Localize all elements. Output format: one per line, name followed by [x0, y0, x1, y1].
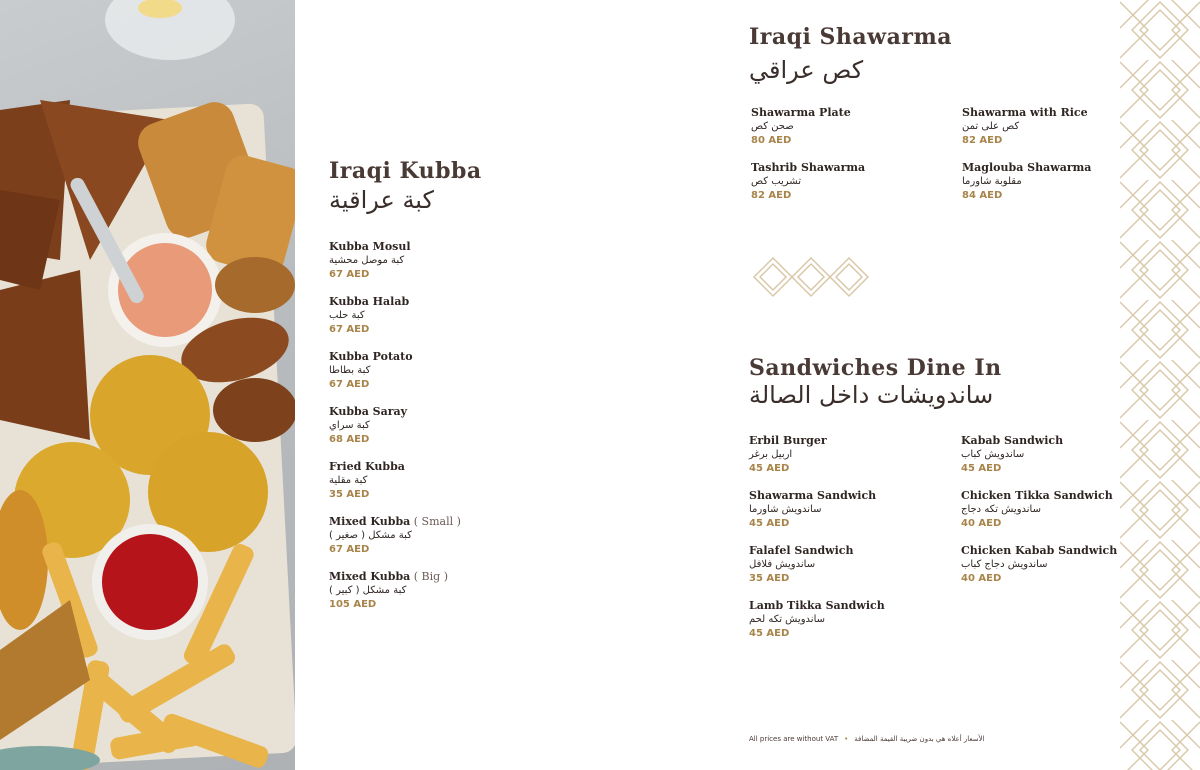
item-name: Kubba Potato: [329, 350, 413, 363]
menu-item: [751, 161, 951, 203]
shawarma-title-arabic: كص عراقي: [749, 56, 864, 84]
menu-item: [329, 240, 529, 282]
kubba-title: Iraqi Kubba: [329, 158, 482, 184]
bullet-icon: •: [844, 735, 849, 743]
item-name: Kabab Sandwich: [961, 434, 1064, 447]
item-name: Maglouba Shawarma: [962, 161, 1092, 174]
item-name: Lamb Tikka Sandwich: [749, 599, 885, 612]
item-name-arabic: اربيل برغر: [749, 449, 793, 460]
item-name-arabic: كبة مشكل ( صغير ): [329, 530, 412, 541]
item-price: 45 AED: [961, 463, 1002, 474]
item-name-arabic: مقلوبة شاورما: [962, 176, 1022, 187]
item-name-arabic: كبة حلب: [329, 310, 365, 321]
item-name-arabic: كبة موصل محشية: [329, 255, 405, 266]
menu-item: [329, 515, 529, 557]
item-price: 40 AED: [961, 518, 1002, 529]
item-name-arabic: ساندويش كباب: [961, 449, 1025, 460]
item-price: 45 AED: [749, 463, 790, 474]
item-name-arabic: كبة مشكل ( كبير ): [329, 585, 407, 596]
item-name: Kubba Halab: [329, 295, 410, 308]
item-name-arabic: تشريب كص: [751, 176, 802, 187]
item-price: 45 AED: [749, 628, 790, 639]
food-photo: [0, 0, 295, 770]
item-name-arabic: ساندويش شاورما: [749, 504, 822, 515]
menu-item: [329, 405, 529, 447]
item-name: Shawarma Sandwich: [749, 489, 877, 502]
vat-note-english: All prices are without VAT: [749, 735, 839, 743]
item-price: 67 AED: [329, 324, 370, 335]
item-name-arabic: كبة سراي: [329, 420, 370, 431]
item-name-arabic: كبة مقلية: [329, 475, 368, 486]
item-name: Falafel Sandwich: [749, 544, 854, 557]
item-name: Kubba Saray: [329, 405, 408, 418]
item-name: Mixed Kubba ( Big ): [329, 570, 448, 583]
item-name-arabic: كبة بطاطا: [329, 365, 371, 376]
item-name: Tashrib Shawarma: [751, 161, 866, 174]
item-name-arabic: صحن كص: [751, 121, 794, 132]
item-price: 105 AED: [329, 599, 377, 610]
menu-item: [329, 570, 529, 612]
item-name: Erbil Burger: [749, 434, 827, 447]
item-name-arabic: ساندويش تكه دجاج: [961, 504, 1041, 515]
item-name-arabic: ساندويش دجاج كباب: [961, 559, 1048, 570]
menu-item: [749, 434, 949, 476]
item-price: 40 AED: [961, 573, 1002, 584]
sandwiches-title: Sandwiches Dine In: [749, 355, 1002, 381]
menu-item: [749, 544, 949, 586]
item-name: Shawarma Plate: [751, 106, 851, 119]
item-price: 84 AED: [962, 190, 1003, 201]
item-name-arabic: ساندويش تكه لحم: [749, 614, 826, 625]
item-name-arabic: كص على تمن: [962, 121, 1020, 132]
lattice-ornament: [752, 256, 872, 298]
item-name-arabic: ساندويش فلافل: [749, 559, 816, 570]
item-name: Kubba Mosul: [329, 240, 411, 253]
item-price: 82 AED: [751, 190, 792, 201]
item-name: Shawarma with Rice: [962, 106, 1088, 119]
item-name: Chicken Kabab Sandwich: [961, 544, 1118, 557]
item-price: 67 AED: [329, 544, 370, 555]
item-price: 80 AED: [751, 135, 792, 146]
item-name: Chicken Tikka Sandwich: [961, 489, 1113, 502]
item-price: 82 AED: [962, 135, 1003, 146]
menu-item: [751, 106, 951, 148]
sandwiches-title-arabic: ساندويشات داخل الصالة: [749, 381, 994, 409]
item-price: 67 AED: [329, 269, 370, 280]
menu-item: [749, 599, 949, 641]
item-price: 35 AED: [329, 489, 370, 500]
menu-item: [329, 295, 529, 337]
menu-item: [749, 489, 949, 531]
menu-item: [329, 350, 529, 392]
vat-note-arabic: الأسعار أعلاه هي بدون ضريبة القيمة المضافة: [854, 735, 985, 743]
lattice-pattern-strip: [1120, 0, 1200, 770]
item-name: Fried Kubba: [329, 460, 405, 473]
vat-note: [749, 735, 985, 743]
item-price: 67 AED: [329, 379, 370, 390]
shawarma-title: Iraqi Shawarma: [749, 24, 952, 50]
item-price: 68 AED: [329, 434, 370, 445]
menu-item: [329, 460, 529, 502]
item-price: 35 AED: [749, 573, 790, 584]
item-price: 45 AED: [749, 518, 790, 529]
item-name: Mixed Kubba ( Small ): [329, 515, 461, 528]
kubba-title-arabic: كبة عراقية: [329, 186, 434, 214]
